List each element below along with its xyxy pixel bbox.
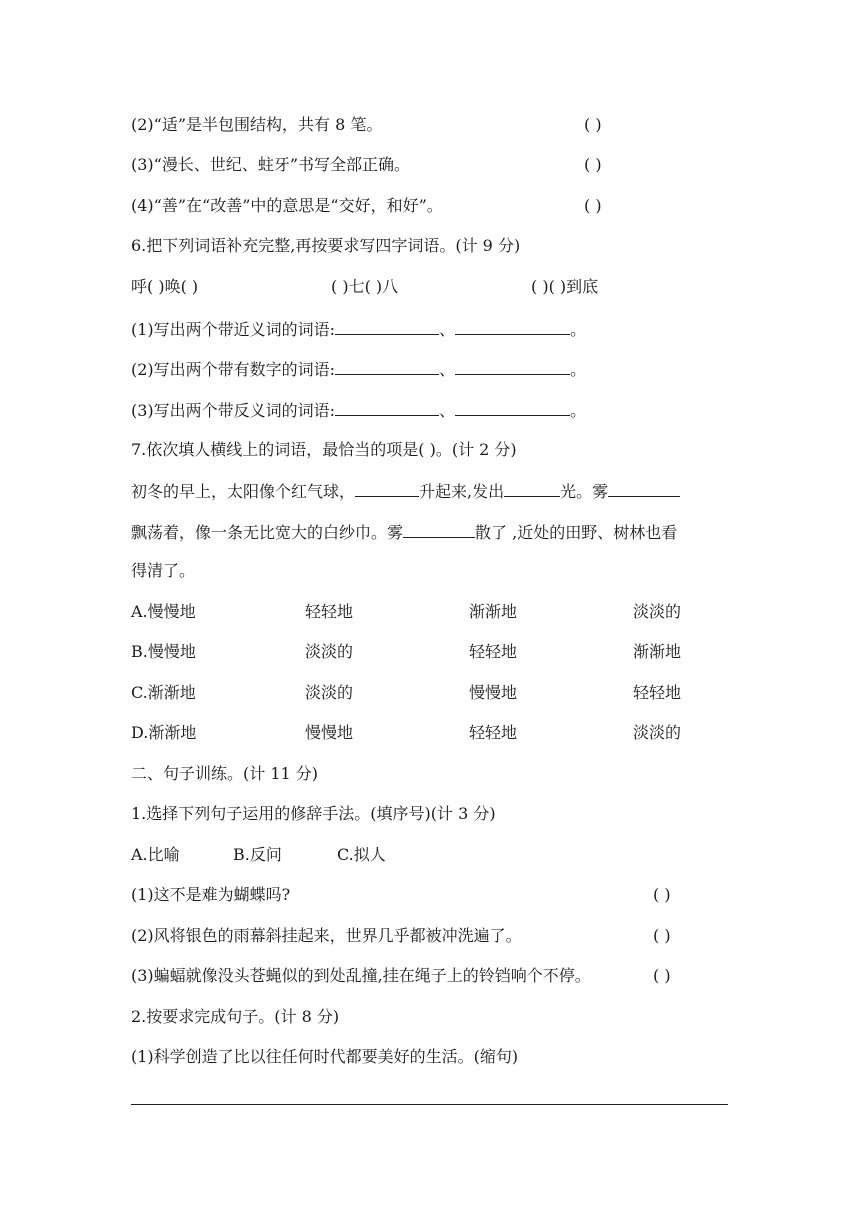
answer-blank[interactable] [455,399,570,416]
answer-blank[interactable] [335,318,439,335]
item-prefix: (3)写出两个带反义词的词语: [131,401,336,420]
truefalse-item-3: (3)“漫长、世纪、蛀牙”书写全部正确。 [131,155,411,174]
truefalse-item-4: (4)“善”在“改善”中的意思是“交好，和好”。 [131,196,443,215]
question-6-item-3 [131,399,586,421]
option-b-word-3: 轻轻地 [469,642,518,661]
passage-line-3: 得清了。 [131,561,196,580]
section-2-title: 二、句子训练。(计 11 分) [131,764,319,783]
option-d-word-2: 慢慢地 [305,723,354,742]
option-a-word-4: 淡淡的 [633,602,682,621]
answer-blank[interactable] [335,399,439,416]
choice-a: A.比喻 [131,845,180,864]
answer-parentheses[interactable]: ( ) [584,155,602,174]
answer-blank[interactable] [455,318,570,335]
passage-text: 初冬的早上，太阳像个红气球， [131,482,356,501]
answer-blank[interactable] [504,480,560,497]
separator: 、 [439,320,456,339]
period: 。 [570,360,587,379]
period: 。 [570,401,587,420]
word-fill-1[interactable]: 呼( )唤( ) [131,277,199,296]
period: 。 [570,320,587,339]
answer-parentheses[interactable]: ( ) [584,196,602,215]
option-a-label[interactable]: A.慢慢地 [131,602,196,621]
answer-blank[interactable] [335,358,439,375]
answer-parentheses[interactable]: ( ) [584,115,602,134]
answer-blank[interactable] [403,521,475,538]
option-b-label[interactable]: B.慢慢地 [131,642,196,661]
word-fill-3[interactable]: ( )( )到底 [531,277,599,296]
sentence-2: (2)风将银色的雨幕斜挂起来，世界几乎都被冲洗遍了。 [131,926,522,945]
separator: 、 [439,401,456,420]
passage-text: 飘荡着，像一条无比宽大的白纱巾。雾 [131,523,404,542]
passage-line-2 [131,521,677,543]
question-2-item-1: (1)科学创造了比以往任何时代都要美好的生活。(缩句) [131,1047,519,1066]
answer-parentheses[interactable]: ( ) [653,926,671,945]
answer-blank[interactable] [355,480,419,497]
option-c-word-2: 淡淡的 [305,683,354,702]
option-a-word-2: 轻轻地 [305,602,354,621]
passage-text: 光。雾 [560,482,609,501]
option-d-label[interactable]: D.渐渐地 [131,723,197,742]
answer-blank[interactable] [455,358,570,375]
item-prefix: (1)写出两个带近义词的词语: [131,320,336,339]
section-2-question-1-title: 1.选择下列句子运用的修辞手法。(填序号)(计 3 分) [131,804,496,823]
question-6-title: 6.把下列词语补充完整,再按要求写四字词语。(计 9 分) [131,236,521,255]
sentence-3: (3)蝙蝠就像没头苍蝇似的到处乱撞,挂在绳子上的铃铛响个不停。 [131,966,591,985]
option-c-word-3: 慢慢地 [469,683,518,702]
option-b-word-2: 淡淡的 [305,642,354,661]
answer-line[interactable] [131,1104,728,1105]
choice-b: B.反问 [233,845,282,864]
section-2-question-2-title: 2.按要求完成句子。(计 8 分) [131,1007,340,1026]
option-d-word-4: 淡淡的 [633,723,682,742]
answer-parentheses[interactable]: ( ) [653,966,671,985]
passage-text: 升起来,发出 [419,482,505,501]
option-b-word-4: 渐渐地 [633,642,682,661]
question-6-item-1 [131,318,586,340]
answer-blank[interactable] [608,480,680,497]
option-c-word-4: 轻轻地 [633,683,682,702]
passage-line-1 [131,480,680,502]
truefalse-item-2: (2)“适”是半包围结构，共有 8 笔。 [131,115,383,134]
question-6-item-2 [131,358,586,380]
option-a-word-3: 渐渐地 [469,602,518,621]
option-c-label[interactable]: C.渐渐地 [131,683,196,702]
answer-parentheses[interactable]: ( ) [653,885,671,904]
separator: 、 [439,360,456,379]
question-7-title: 7.依次填人横线上的词语，最恰当的项是( )。(计 2 分) [131,440,517,459]
item-prefix: (2)写出两个带有数字的词语: [131,360,336,379]
passage-text: 散了 ,近处的田野、树林也看 [475,523,678,542]
sentence-1: (1)这不是难为蝴蝶吗? [131,885,291,904]
option-d-word-3: 轻轻地 [469,723,518,742]
word-fill-2[interactable]: ( )七( )八 [331,277,399,296]
choice-c: C.拟人 [337,845,386,864]
